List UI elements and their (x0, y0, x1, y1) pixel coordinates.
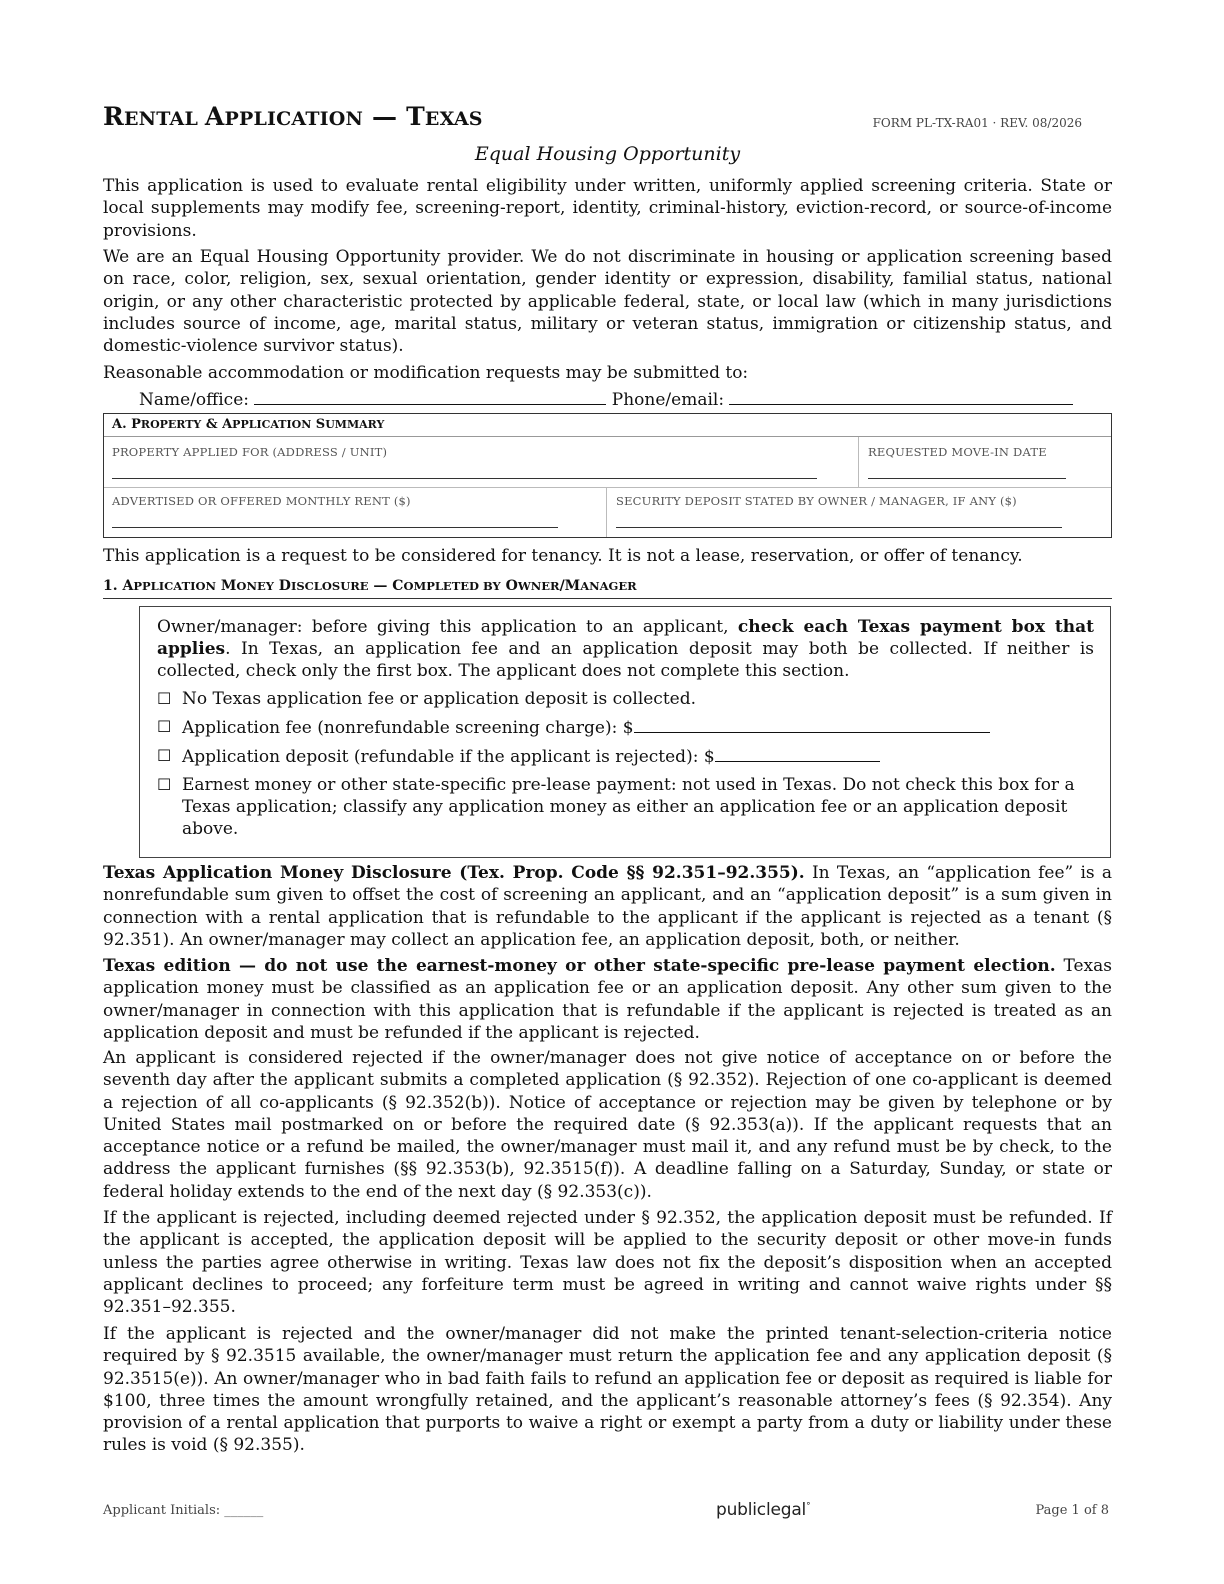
monthly-rent-cell (112, 494, 558, 534)
checkbox-label: Earnest money or other state-specific pre-lease payment: not used in Texas. Do not check this box for a Texas application; classify any application money as either an application fee or an application deposit above. (182, 775, 1075, 839)
divider (104, 487, 1111, 488)
form-number: FORM PL-TX-RA01 · REV. 08/2026 (872, 116, 1082, 130)
monthly-rent-field[interactable] (112, 527, 558, 528)
form-title: RENTAL APPLICATION — TEXAS (103, 102, 483, 131)
checkbox-icon[interactable]: ☐ (157, 717, 172, 736)
applicant-initials: Applicant Initials: ______ (103, 1503, 264, 1518)
checkbox-label: Application deposit (refundable if the applicant is rejected): $ (182, 745, 1094, 768)
intro-paragraph-2: We are an Equal Housing Opportunity provider. We do not discriminate in housing or application screening based on race, color, religion, sex, sexual orientation, gender identity or expression, disability, familial status, national origin, or any other characteristic protected by applicable federal, state, or local law (which in many jurisdictions includes source of income, age, marital status, military or veteran status, immigration or citizenship status, and domestic-violence survivor status). (103, 247, 1112, 357)
security-deposit-field[interactable] (616, 527, 1062, 528)
checkbox-label: Application fee (nonrefundable screening charge): $ (182, 716, 1094, 739)
intro-paragraph-1: This application is used to evaluate rental eligibility under written, uniformly applied screening criteria. State or local supplements may modify fee, screening-report, identity, criminal-history, eviction-record, or source-of-income provisions. (103, 176, 1112, 241)
checkbox-row-no-fee[interactable] (157, 688, 1094, 710)
checkbox-row-application-fee[interactable] (157, 716, 1094, 739)
owner-disclosure-content (157, 616, 1094, 840)
section-1-heading: 1. APPLICATION MONEY DISCLOSURE — COMPLETED BY OWNER/MANAGER (103, 578, 1112, 599)
section-a-heading: A. PROPERTY & APPLICATION SUMMARY (104, 414, 1111, 437)
security-deposit-label: SECURITY DEPOSIT STATED BY OWNER / MANAGER, IF ANY ($) (616, 494, 1017, 508)
property-address-cell (112, 445, 817, 485)
owner-disclosure-box (139, 606, 1111, 858)
move-in-date-field[interactable] (868, 478, 1066, 479)
checkbox-icon[interactable]: ☐ (157, 746, 172, 765)
security-deposit-cell (616, 494, 1062, 534)
phone-email-label: Phone/email: (611, 390, 725, 410)
page-number: Page 1 of 8 (1035, 1503, 1109, 1518)
owner-instructions: Owner/manager: before giving this application to an applicant, check each Texas payment box that applies. In Texas, an application fee and an application deposit may both be collected. If neither is collected, check only the first box. The applicant does not complete this section. (157, 617, 1095, 681)
subtitle: Equal Housing Opportunity (474, 143, 741, 165)
checkbox-row-earnest-money[interactable] (157, 774, 1094, 840)
checkbox-icon[interactable]: ☐ (157, 689, 172, 708)
name-office-field[interactable] (254, 388, 606, 405)
property-address-label: PROPERTY APPLIED FOR (ADDRESS / UNIT) (112, 445, 388, 459)
move-in-date-label: REQUESTED MOVE-IN DATE (868, 445, 1047, 459)
disclosure-paragraph-2: Texas edition — do not use the earnest-money or other state-specific pre-lease payment election. Texas application money must be classified as an application fee or an application deposit. Any other sum given to the owner/manager in connection with this application that is refundable if the applicant is rejected is treated as an application deposit and must be refunded if the applicant is rejected. (103, 956, 1112, 1043)
publiclegal-logo: publiclegal° (716, 1500, 811, 1520)
phone-email-field[interactable] (729, 388, 1073, 405)
disclosure-paragraph-1: Texas Application Money Disclosure (Tex. Prop. Code §§ 92.351–92.355). In Texas, an “application fee” is a nonrefundable sum given to offset the cost of screening an applicant, and an “application deposit” is a sum given in connection with a rental application that is refundable to the applicant if the applicant is rejected as a tenant (§ 92.351). An owner/manager may collect an application fee, an application deposit, both, or neither. (103, 863, 1113, 950)
request-note: This application is a request to be considered for tenancy. It is not a lease, reservation, or offer of tenancy. (103, 546, 1023, 566)
checkbox-label: No Texas application fee or application deposit is collected. (182, 689, 697, 709)
divider (606, 487, 607, 537)
application-deposit-amount-field[interactable] (715, 745, 880, 762)
monthly-rent-label: ADVERTISED OR OFFERED MONTHLY RENT ($) (112, 494, 411, 508)
disclosure-paragraph-4: If the applicant is rejected, including deemed rejected under § 92.352, the application deposit must be refunded. If the applicant is accepted, the application deposit will be applied to the security deposit or other move-in funds unless the parties agree otherwise in writing. Texas law does not fix the deposit’s disposition when an accepted applicant declines to proceed; any forfeiture term must be agreed in writing and cannot waive rights under §§ 92.351–92.355. (103, 1208, 1112, 1318)
application-fee-amount-field[interactable] (634, 716, 990, 733)
move-in-date-cell (868, 445, 1066, 485)
checkbox-icon[interactable]: ☐ (157, 775, 172, 794)
checkbox-row-application-deposit[interactable] (157, 745, 1094, 768)
accommodation-note: Reasonable accommodation or modification requests may be submitted to: (103, 363, 749, 383)
property-address-field[interactable] (112, 478, 817, 479)
disclosure-paragraph-5: If the applicant is rejected and the owner/manager did not make the printed tenant-selection-criteria notice required by § 92.3515 available, the owner/manager must return the application fee and any application deposit (§ 92.3515(e)). An owner/manager who in bad faith fails to refund an application fee or deposit as required is liable for $100, three times the amount wrongfully retained, and the applicant’s reasonable attorney’s fees (§ 92.354). Any provision of a rental application that purports to waive a right or exempt a party from a duty or liability under these rules is void (§ 92.355). (103, 1324, 1112, 1456)
name-office-label: Name/office: (139, 390, 249, 410)
divider (858, 437, 859, 487)
accommodation-contact-row (103, 388, 1112, 411)
disclosure-paragraph-3: An applicant is considered rejected if the owner/manager does not give notice of acceptance on or before the seventh day after the applicant submits a completed application (§ 92.352). Rejection of one co-applicant is deemed a rejection of all co-applicants (§ 92.352(b)). Notice of acceptance or rejection may be given by telephone or by United States mail postmarked on or before the required date (§ 92.353(a)). If the applicant requests that an acceptance notice or a refund be mailed, the owner/manager must mail it, and any refund must be by check, to the address the applicant furnishes (§§ 92.353(b), 92.3515(f)). A deadline falling on a Saturday, Sunday, or state or federal holiday extends to the end of the next day (§ 92.353(c)). (103, 1048, 1112, 1202)
header (103, 102, 1112, 142)
section-a-box (103, 413, 1112, 538)
